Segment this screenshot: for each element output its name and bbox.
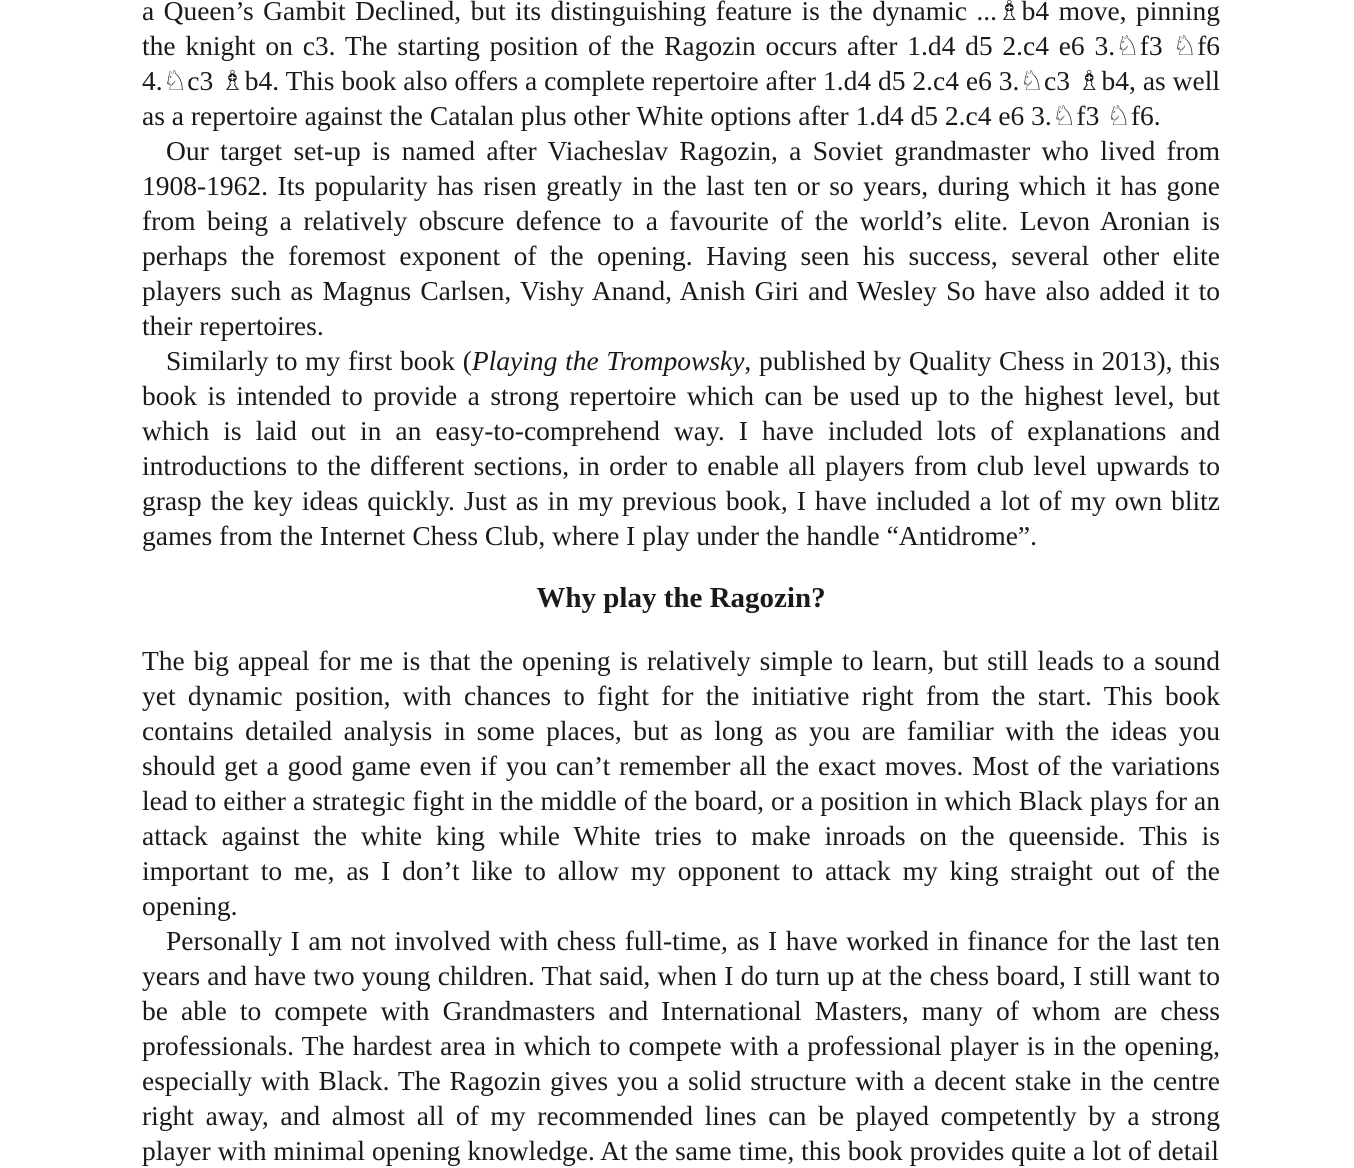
document-page (142, 0, 1220, 1168)
paragraph-personal: Personally I am not involved with chess full-time, as I have worked in finance for the last ten years and have two young children. That said, when I do turn up at the chess board, I still want to be able to compete with Grandmasters and International Masters, many of whom are chess professionals. The hardest area in which to compete with a professional player is in the opening, especially with Black. The Ragozin gives you a solid structure with a decent stake in the centre right away, and almost all of my recommended lines can be played competently by a strong player with minimal opening knowledge. At the same time, this book provides quite a lot of detail (142, 925, 1220, 1166)
text-run: Similarly to my first book ( (166, 345, 472, 376)
section-heading: Why play the Ragozin? (536, 582, 826, 614)
paragraph-ragozin-origin: Our target set-up is named after Viacheslav Ragozin, a Soviet grandmaster who lived from 1908-1962. Its popularity has risen greatly in the last ten or so years, during which it has gone from being a relatively obscure defence to a favourite of the world’s elite. Levon Aronian is perhaps the foremost exponent of the opening. Having seen his success, several other elite players such as Magnus Carlsen, Vishy Anand, Anish Giri and Wesley So have also added it to their repertoires. (142, 135, 1220, 341)
book-title-italic: Playing the Trompowsky (471, 345, 745, 376)
text-run: , published by Quality Chess in 2013), this book is intended to provide a strong repertoire which can be used up to the highest level, but which is laid out in an easy-to-comprehend way. I have included lots of explanations and introductions to the different sections, in order to enable all players from club level upwards to grasp the key ideas quickly. Just as in my previous book, I have included a lot of my own blitz games from the Internet Chess Club, where I play under the handle “Antidrome”. (142, 345, 1220, 551)
paragraph-continuation: a Queen’s Gambit Declined, but its distinguishing feature is the dynamic ...♗b4 move, pinning the knight on c3. The starting position of the Ragozin occurs after 1.d4 d5 2.c4 e6 3.♘f3 ♘f6 4.♘c3 ♗b4. This book also offers a complete repertoire after 1.d4 d5 2.c4 e6 3.♘c3 ♗b4, as well as a repertoire against the Catalan plus other White options after 1.d4 d5 2.c4 e6 3.♘f3 ♘f6. (142, 0, 1220, 131)
paragraph-appeal: The big appeal for me is that the opening is relatively simple to learn, but still leads to a sound yet dynamic position, with chances to fight for the initiative right from the start. This book contains detailed analysis in some places, but as long as you are familiar with the ideas you should get a good game even if you can’t remember all the exact moves. Most of the variations lead to either a strategic fight in the middle of the board, or a position in which Black plays for an attack against the white king while White tries to make inroads on the queenside. This is important to me, as I don’t like to allow my opponent to attack my king straight out of the opening. (142, 645, 1220, 921)
paragraph-book-intent (142, 343, 1220, 553)
